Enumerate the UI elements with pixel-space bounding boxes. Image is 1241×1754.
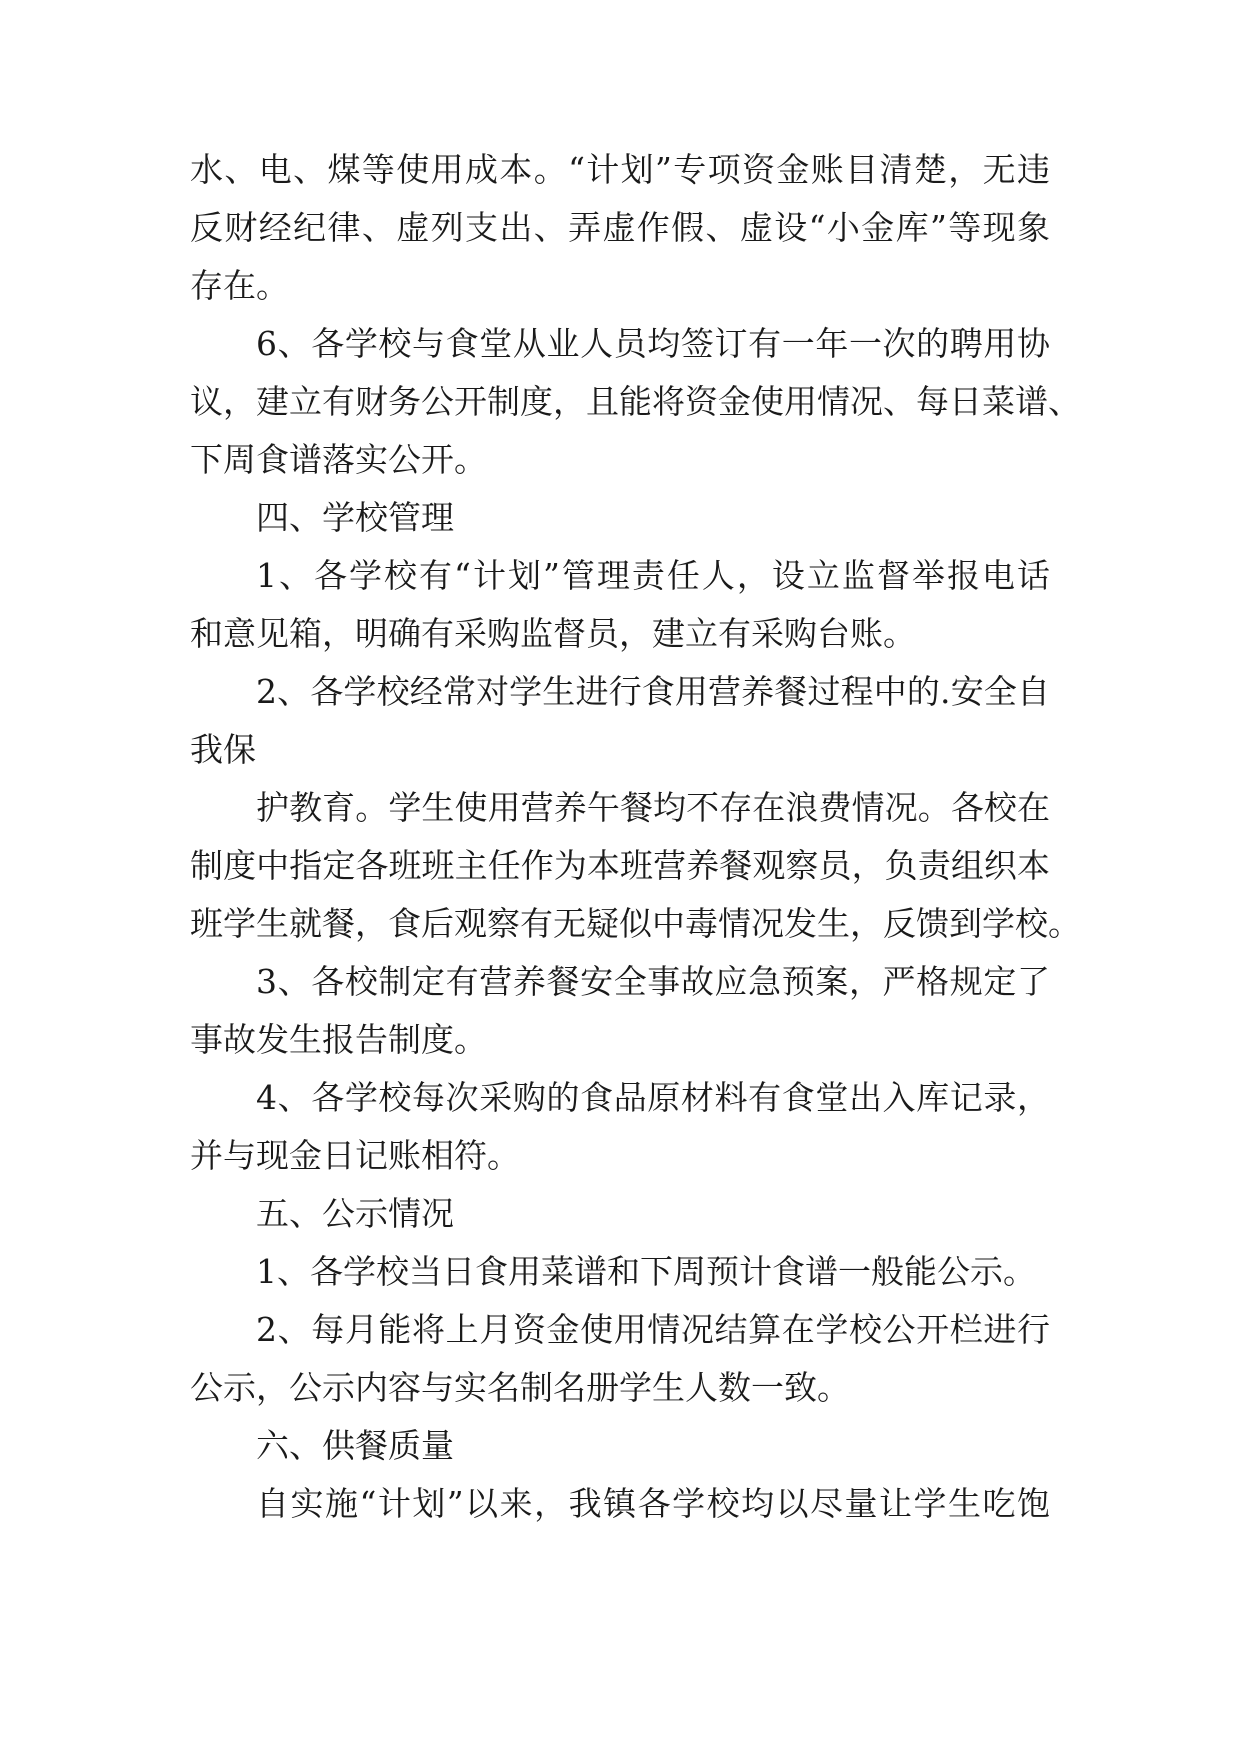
text-line: 制度中指定各班班主任作为本班营养餐观察员，负责组织本 xyxy=(190,846,1050,885)
text-line: 我保 xyxy=(190,730,256,769)
section-heading: 四、学校管理 xyxy=(256,498,454,537)
text-line: 护教育。学生使用营养午餐均不存在浪费情况。各校在 xyxy=(256,788,1050,827)
text-line: 下周食谱落实公开。 xyxy=(190,440,487,479)
text-line: 3、各校制定有营养餐安全事故应急预案，严格规定了 xyxy=(256,962,1050,1001)
text-line: 2、各学校经常对学生进行食用营养餐过程中的.安全自 xyxy=(256,672,1050,711)
text-line: 公示，公示内容与实名制名册学生人数一致。 xyxy=(190,1368,850,1407)
text-line: 1、各学校有“计划”管理责任人，设立监督举报电话 xyxy=(256,556,1050,595)
text-line: 并与现金日记账相符。 xyxy=(190,1136,520,1175)
text-line: 自实施“计划”以来，我镇各学校均以尽量让学生吃饱 xyxy=(256,1484,1050,1523)
text-line: 水、电、煤等使用成本。“计划”专项资金账目清楚，无违 xyxy=(190,150,1050,189)
text-line: 6、各学校与食堂从业人员均签订有一年一次的聘用协 xyxy=(256,324,1050,363)
text-line: 事故发生报告制度。 xyxy=(190,1020,487,1059)
text-line: 班学生就餐，食后观察有无疑似中毒情况发生，反馈到学校。 xyxy=(190,904,1081,943)
text-line: 反财经纪律、虚列支出、弄虚作假、虚设“小金库”等现象 xyxy=(190,208,1050,247)
text-line: 1、各学校当日食用菜谱和下周预计食谱一般能公示。 xyxy=(256,1252,1036,1291)
text-line: 和意见箱，明确有采购监督员，建立有采购台账。 xyxy=(190,614,916,653)
text-line: 议，建立有财务公开制度，且能将资金使用情况、每日菜谱、 xyxy=(190,382,1081,421)
section-heading: 五、公示情况 xyxy=(256,1194,454,1233)
text-line: 存在。 xyxy=(190,266,289,305)
text-line: 4、各学校每次采购的食品原材料有食堂出入库记录， xyxy=(256,1078,1050,1117)
section-heading: 六、供餐质量 xyxy=(256,1426,454,1465)
text-line: 2、每月能将上月资金使用情况结算在学校公开栏进行 xyxy=(256,1310,1050,1349)
